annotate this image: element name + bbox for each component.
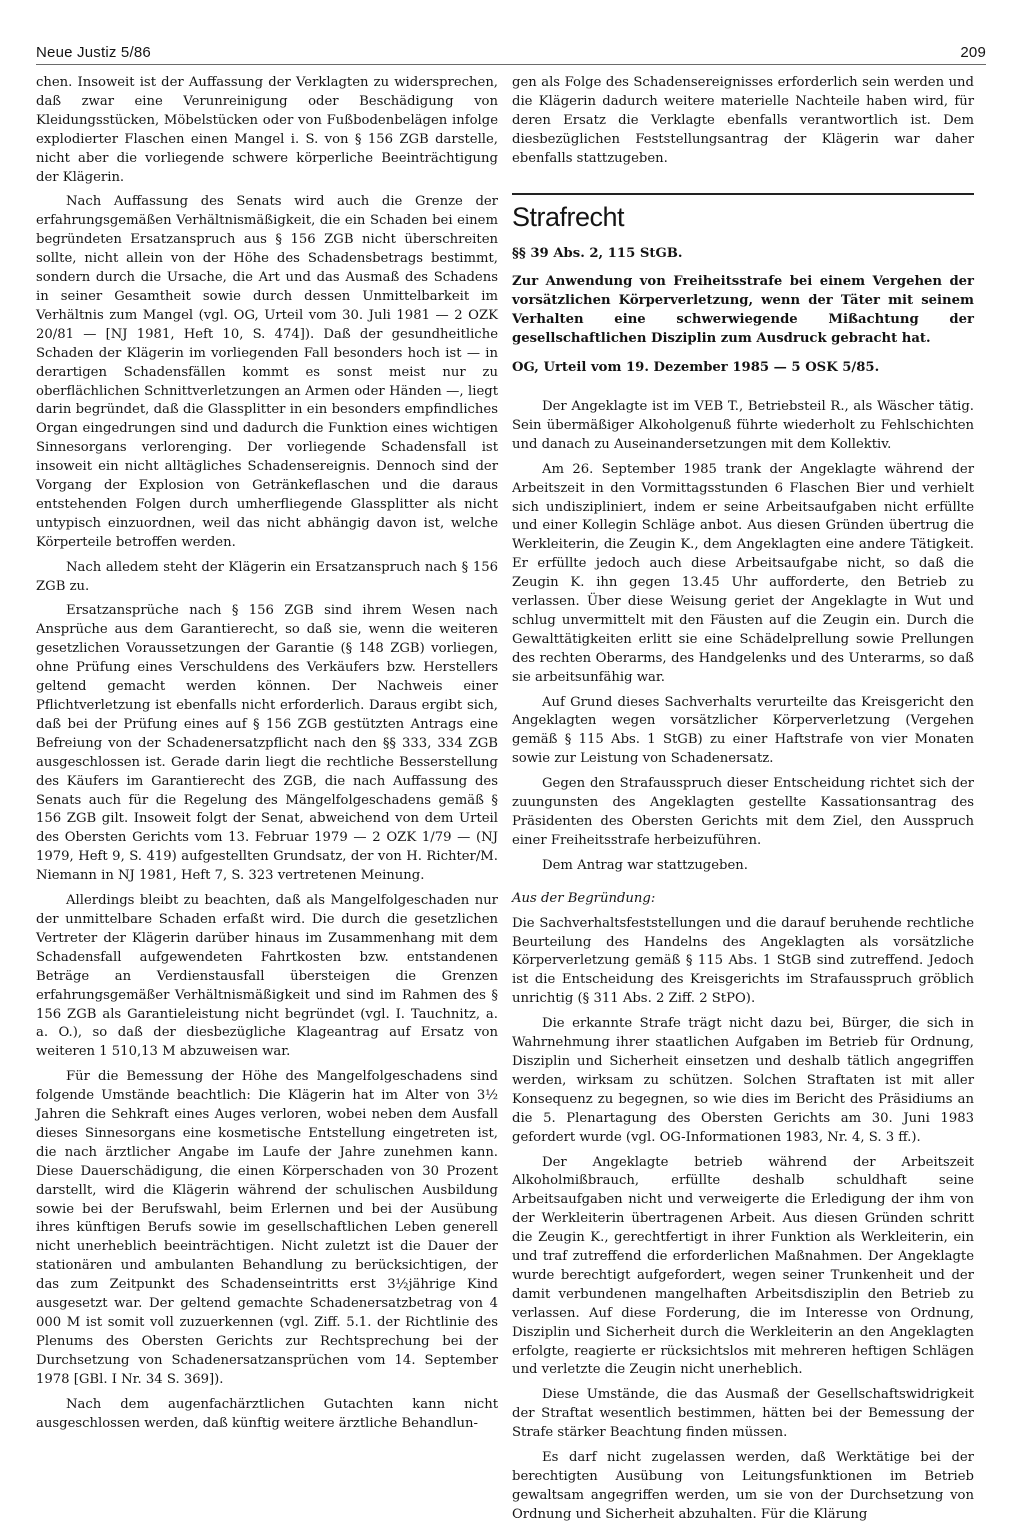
paragraph: Der Angeklagte betrieb während der Arbeitszeit Alkoholmißbrauch, erfüllte deshalb schuldhaft seine Arbeitsaufgaben nicht und verweigerte die Erledigung der ihm von der Werkleiterin übertragenen Arbeit. Aus diesen Gründen schritt die Zeugin K., gerechtfertigt in ihrer Funktion als Werkleiterin, ein und traf zutreffend die erforderlichen Maßnahmen. Der Angeklagte wurde berechtigt aufgefordert, wegen seiner Trunkenheit und der damit verbundenen mangelhaften Arbeitsdisziplin den Betrieb zu verlassen. Auf diese Forderung, die im Interesse von Ordnung, Disziplin und Sicherheit durch die Werkleiterin an den Angeklagten erfolgte, reagierte er rücksichtslos mit mehreren heftigen Schlägen und verletzte die Zeugin nicht unerheblich. — [512, 1154, 974, 1378]
paragraph: Dem Antrag war stattzugeben. — [542, 857, 748, 873]
header-rule — [36, 64, 986, 65]
section-title: Strafrecht — [512, 201, 625, 232]
right-column — [512, 74, 974, 1531]
reasons-heading: Aus der Begründung: — [512, 890, 656, 906]
paragraph: chen. Insoweit ist der Auffassung der Verklagten zu widersprechen, daß zwar eine Verunreinigung oder Beschädigung von Kleidungsstücken, Möbelstücken oder von Fußbodenbelägen infolge explodierter Flaschen einen Mangel i. S. von § 156 ZGB darstelle, nicht aber die vorliegende schwere körperliche Beeinträchtigung der Klägerin. — [36, 75, 498, 185]
paragraph: Am 26. September 1985 trank der Angeklagte während der Arbeitszeit in den Vormittagsstunden 6 Flaschen Bier und verhielt sich undiszipliniert, indem er seine Arbeitsaufgaben nicht erfüllte und einer Kollegin Schläge anbot. Aus diesen Gründen übertrug die Werkleiterin, die Zeugin K., dem Angeklagten eine andere Tätigkeit. Er erfüllte jedoch auch diese Arbeitsaufgabe nicht, so daß die Zeugin K. ihn gegen 13.45 Uhr aufforderte, den Betrieb zu verlassen. Über diese Weisung geriet der Angeklagte in Wut und schlug unvermittelt mit den Fäusten auf die Zeugin ein. Durch die Gewalttätigkeiten erlitt sie eine Schädelprellung sowie Prellungen des rechten Oberarms, des Handgelenks und des Unterarms, so daß sie arbeitsunfähig war. — [512, 461, 974, 685]
paragraph: Ersatzansprüche nach § 156 ZGB sind ihrem Wesen nach Ansprüche aus dem Garantierecht, so daß sie, wenn die weiteren gesetzlichen Voraussetzungen der Garantie (§ 148 ZGB) vorliegen, ohne Prüfung eines Verschuldens des Verkäufers bzw. Herstellers geltend gemacht werden können. Der Nachweis einer Pflichtverletzung ist ebenfalls nicht erforderlich. Daraus ergibt sich, daß bei der Prüfung eines auf § 156 ZGB gestützten Antrags eine Befreiung von der Schadenersatzpflicht nach den §§ 333, 334 ZGB ausgeschlossen ist. Gerade darin liegt die rechtliche Besserstellung des Käufers im Garantierecht des ZGB, die nach Auffassung des Senats auch für die Regelung des Mängelfolgeschadens gemäß § 156 ZGB gilt. Insoweit folgt der Senat, abweichend von dem Urteil des Obersten Gerichts vom 13. Februar 1979 — 2 OZK 1/79 — (NJ 1979, Heft 9, S. 419) aufgestellten Grundsatz, der von H. Richter/M. Niemann in NJ 1981, Heft 7, S. 323 vertretenen Meinung. — [36, 603, 498, 884]
page-number: 209 — [960, 44, 986, 61]
court-decision-citation: OG, Urteil vom 19. Dezember 1985 — 5 OSK 5/85. — [512, 360, 880, 376]
left-column — [36, 74, 498, 1439]
paragraph: Die erkannte Strafe trägt nicht dazu bei, Bürger, die sich in Wahrnehmung ihrer staatlichen Aufgaben im Betrieb für Ordnung, Disziplin und Sicherheit einsetzen und deshalb tätlich angegriffen werden, wirksam zu schützen. Solchen Straftaten ist mit aller Konsequenz zu begegnen, so wie dies im Bericht des Präsidiums an die 5. Plenartagung des Obersten Gerichts am 30. Juni 1983 gefordert wurde (vgl. OG-Informationen 1983, Nr. 4, S. 3 ff.). — [512, 1016, 974, 1145]
paragraph: Der Angeklagte ist im VEB T., Betriebsteil R., als Wäscher tätig. Sein übermäßiger Alkoholgenuß führte wiederholt zu Fehlschichten und danach zu Auseinandersetzungen mit dem Kollektiv. — [512, 398, 974, 452]
paragraph: Gegen den Strafausspruch dieser Entscheidung richtet sich der zuungunsten des Angeklagten gestellte Kassationsantrag des Präsidenten des Obersten Gerichts mit dem Ziel, den Ausspruch einer Freiheitsstrafe herbeizuführen. — [512, 776, 974, 848]
paragraph: Nach alledem steht der Klägerin ein Ersatzanspruch nach § 156 ZGB zu. — [36, 559, 498, 594]
section-divider — [512, 193, 974, 195]
paragraph: Die Sachverhaltsfeststellungen und die darauf beruhende rechtliche Beurteilung des Handelns des Angeklagten als vorsätzliche Körperverletzung gemäß § 115 Abs. 1 StGB sind zutreffend. Jedoch ist die Entscheidung des Kreisgerichts im Strafausspruch gröblich unrichtig (§ 311 Abs. 2 Ziff. 2 StPO). — [512, 915, 974, 1007]
paragraph: Auf Grund dieses Sachverhalts verurteilte das Kreisgericht den Angeklagten wegen vorsätzlicher Körperverletzung (Vergehen gemäß § 115 Abs. 1 StGB) zu einer Haftstrafe von vier Monaten sowie zur Leistung von Schadenersatz. — [512, 694, 974, 767]
norm-reference: §§ 39 Abs. 2, 115 StGB. — [512, 245, 683, 261]
journal-title: Neue Justiz 5/86 — [36, 44, 151, 61]
paragraph: Nach dem augenfachärztlichen Gutachten kann nicht ausgeschlossen werden, daß künftig weitere ärztliche Behandlun- — [36, 1396, 498, 1431]
paragraph: Für die Bemessung der Höhe des Mangelfolgeschadens sind folgende Umstände beachtlich: Die Klägerin hat im Alter von 3½ Jahren die Sehkraft eines Auges verloren, wobei neben dem Ausfall dieses Sinnesorgans eine kosmetische Entstellung eingetreten ist, die nach ärztlicher Angabe im Laufe der Jahre zunehmen kann. Diese Dauerschädigung, die einen Körperschaden von 30 Prozent darstellt, wird die Klägerin während der schulischen Ausbildung sowie bei der Berufswahl, beim Erlernen und bei der Ausübung ihres künftigen Berufs sowie im gesellschaftlichen Leben generell nicht unerheblich beeinträchtigen. Nicht zuletzt ist die Dauer der stationären und ambulanten Behandlung zu berücksichtigen, der das zum Zeitpunkt des Schadenseintritts erst 3½jährige Kind ausgesetzt war. Der geltend gemachte Schadenersatzbetrag von 4 000 M ist somit voll zuzuerkennen (vgl. Ziff. 5.1. der Richtlinie des Plenums des Obersten Gerichts zur Rechtsprechung bei der Durchsetzung von Schadenersatzansprüchen vom 14. September 1978 [GBl. I Nr. 34 S. 369]). — [36, 1069, 498, 1387]
paragraph: gen als Folge des Schadensereignisses erforderlich sein werden und die Klägerin dadurch weitere materielle Nachteile haben wird, für deren Ersatz die Verklagte ebenfalls verantwortlich ist. Dem diesbezüglichen Feststellungsantrag der Klägerin war daher ebenfalls stattzugeben. — [512, 75, 974, 166]
paragraph: Nach Auffassung des Senats wird auch die Grenze der erfahrungsgemäßen Verhältnismäßigkeit, die ein Schaden bei einem begründeten Ersatzanspruch aus § 156 ZGB nicht überschreiten sollte, nicht allein von der Höhe des Schadensbetrags bestimmt, sondern durch die Ursache, die Art und das Ausmaß des Schadens in seiner Gesamtheit sowie durch dessen Unmittelbarkeit im Verhältnis zum Mangel (vgl. OG, Urteil vom 30. Juli 1981 — 2 OZK 20/81 — [NJ 1981, Heft 10, S. 474]). Daß der gesundheitliche Schaden der Klägerin im vorliegenden Fall besonders hoch ist — in derartigen Schadensfällen kommt es sonst meist nur zu oberflächlichen Schnittverletzungen an Armen oder Händen —, liegt darin begründet, daß die Glassplitter in ein besonders empfindliches Organ eingedrungen sind und dadurch die Funktion eines wichtigen Sinnesorgans verlorenging. Der vorliegende Schadensfall ist insoweit ein nicht alltägliches Schadensereignis. Dennoch sind der Vorgang der Explosion von Getränkeflaschen und die daraus entstehenden Folgen durch umherfliegende Glassplitter als nicht untypisch einzuordnen, weil das nicht abhängig davon ist, welche Körperteile betroffen werden. — [36, 194, 498, 550]
paragraph: Allerdings bleibt zu beachten, daß als Mangelfolgeschaden nur der unmittelbare Schaden erfaßt wird. Die durch die gesetzlichen Vertreter der Klägerin darüber hinaus im Zusammenhang mit dem Schadensfall aufgewendeten Fahrtkosten bzw. entstandenen Beträge an Verdienstausfall übersteigen die Grenzen erfahrungsgemäßer Verhältnismäßigkeit und sind im Rahmen des § 156 ZGB als Garantieleistung nicht begründet (vgl. I. Tauchnitz, a. a. O.), so daß der diesbezügliche Klageantrag auf Ersatz von weiteren 1 510,13 M abzuweisen war. — [36, 893, 498, 1060]
headnote: Zur Anwendung von Freiheitsstrafe bei einem Vergehen der vorsätzlichen Körperverletzung, wenn der Täter mit seinem Verhalten eine schwerwiegende Mißachtung der gesellschaftlichen Disziplin zum Ausdruck gebracht hat. — [512, 274, 974, 347]
paragraph: Diese Umstände, die das Ausmaß der Gesellschaftswidrigkeit der Straftat wesentlich bestimmen, hätten bei der Bemessung der Strafe stärker Beachtung finden müssen. — [512, 1387, 974, 1441]
paragraph: Es darf nicht zugelassen werden, daß Werktätige bei der berechtigten Ausübung von Leitungsfunktionen im Betrieb gewaltsam angegriffen werden, um sie von der Durchsetzung von Ordnung und Sicherheit abzuhalten. Für die Klärung — [512, 1450, 974, 1522]
